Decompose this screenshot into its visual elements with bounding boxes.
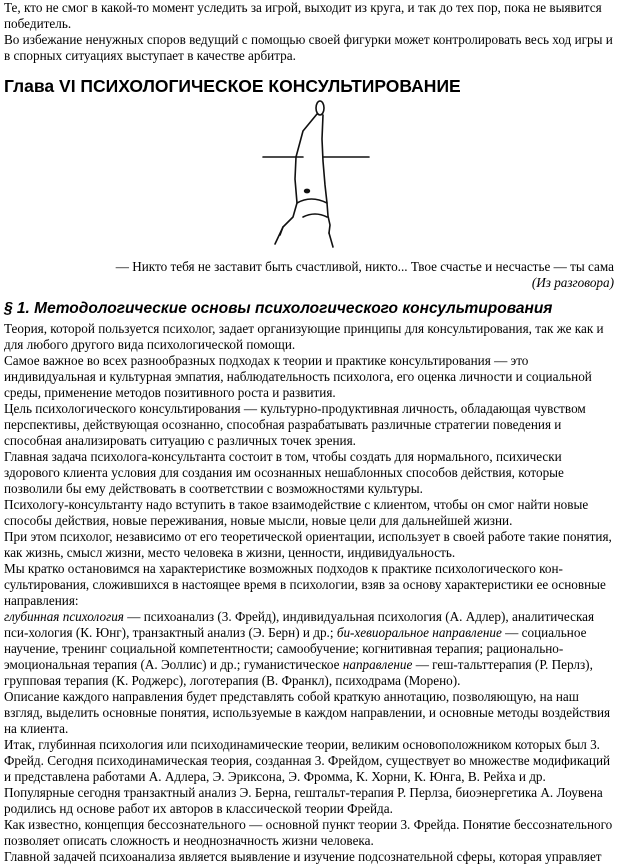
term-humanistic: направление xyxy=(342,657,413,672)
paragraph-psychoanalysis: Главной задачей психоанализа является выявление и изучение подсознательной сферы, которая управляет xyxy=(4,849,602,864)
figure-dot xyxy=(304,189,310,194)
paragraph-unconscious: Как известно, концепция бессознательного — основной пункт теории 3. Фрейда. Понятие бессознательного позволяет описать сложность и неоднозначность жизни человека. xyxy=(4,817,613,848)
intro-paragraph-2: Во избежание ненужных споров ведущий с помощью своей фигурки может контролировать весь ход игры и в спорных ситуациях выступает в качестве арбитра. xyxy=(4,32,613,63)
figure-body xyxy=(280,114,317,235)
paragraph-description: Описание каждого направления будет представлять собой краткую аннотацию, позволяющую, на наш взгляд, выделить основные понятия, используемые в каждом направлении, и основные методы воздействия на клиента. xyxy=(4,689,611,736)
paragraph-goal: Цель психологического консультирования — культурно-продуктивная личность, обладающая чувством перспективы, действующая осознанно, способная разрабатывать различные стратегии поведения и способная анализировать ситуацию с различных точек зрения. xyxy=(4,401,586,448)
intro-paragraph-1: Те, кто не смог в какой-то момент уследить за игрой, выходит из круга, и так до тех пор, пока не выявится победитель. xyxy=(4,0,602,31)
directions-text-2: — социальное научение, тренинг социальной компетентности; самообучение; когнитивная терапия; рационально-эмоциональная терапия (А. Эоллис) и др.; гуманистическое xyxy=(4,625,587,672)
directions-text-3: — геш-тальттерапия (Р. Перлз), групповая терапия (К. Роджерс), логотерапия (В. Франкл), психодрама (Морено). xyxy=(4,657,593,688)
paragraph-theory: Теория, которой пользуется психолог, задает организующие принципы для консультирования, так же как и для любого другого вида психологической помощи. xyxy=(4,321,604,352)
figure-lower xyxy=(303,214,327,217)
drawn-figure-illustration xyxy=(259,99,429,259)
figure-collar xyxy=(297,199,327,203)
term-behavioral: би-хевиоральное направление xyxy=(336,625,502,640)
figure-base-right xyxy=(329,233,333,247)
paragraph-main-task: Главная задача психолога-консультанта состоит в том, чтобы создать для нормального, психически здорового клиента условия для создания им осознанных нешаблонных способов действия, которые позволили бы ему действовать в соответствии с возможностями культуры. xyxy=(4,449,564,496)
epigraph-source: (Из разговора) xyxy=(531,275,614,290)
paragraph-empathy: Самое важное во всех разнообразных подходах к теории и практике консультирования — это индивидуальная и культурная эмпатия, наблюдательность психолога, его оценка личности и социальной среды, применение методов позитивного роста и развития. xyxy=(4,353,592,400)
figure-base-left xyxy=(275,227,283,244)
paragraph-concepts: При этом психолог, независимо от его теоретической ориентации, использует в своей работе такие понятия, как жизнь, смысл жизни, место человека в жизни, ценности, индивидуальность. xyxy=(4,529,612,560)
chapter-illustration xyxy=(4,99,614,259)
paragraph-freud: Итак, глубинная психология или психодинамические теории, великим основоположником которых был 3. Фрейд. Сегодня психодинамическая теория, созданная 3. Фрейдом, существует во множестве модификаций и представлена работами А. Адлера, Э. Эриксона, Э. Фромма, К. Хорни, К. Юнга, В. Рейха и др. Популярные сегодня транзактный анализ Э. Берна, гештальт-терапия Р. Перлза, биоэнергетика А. Лоувена родились нд основе работ их авторов в классической теории Фрейда. xyxy=(4,737,611,816)
paragraph-approaches: Мы кратко остановимся на характеристике возможных подходов к практике психологического кон-сультирования, сложившихся в настоящее время в психологии, взяв за основу характеристики ее основные направления: xyxy=(4,561,606,608)
epigraph-quote: — Никто тебя не заставит быть счастливой, никто... Твое счастье и несчастье — ты сама xyxy=(115,259,614,274)
chapter-title: Глава VI ПСИХОЛОГИЧЕСКОЕ КОНСУЛЬТИРОВАНИЕ xyxy=(4,76,461,96)
term-depth-psychology: глубинная психология xyxy=(4,609,124,624)
directions-text-1: — психоанализ (3. Фрейд), индивидуальная психология (А. Адлер), аналитическая пси-хология (К. Юнг), транзактный анализ (Э. Берн) и др.; xyxy=(4,609,595,640)
paragraph-interaction: Психологу-консультанту надо вступить в такое взаимодействие с клиентом, чтобы он смог найти новые способы действия, новые переживания, новые мысли, новые цели для дальнейшей жизни. xyxy=(4,497,589,528)
section-title: § 1. Методологические основы психологического консультирования xyxy=(4,300,553,317)
paragraph-directions xyxy=(4,609,614,689)
figure-head xyxy=(316,101,324,115)
